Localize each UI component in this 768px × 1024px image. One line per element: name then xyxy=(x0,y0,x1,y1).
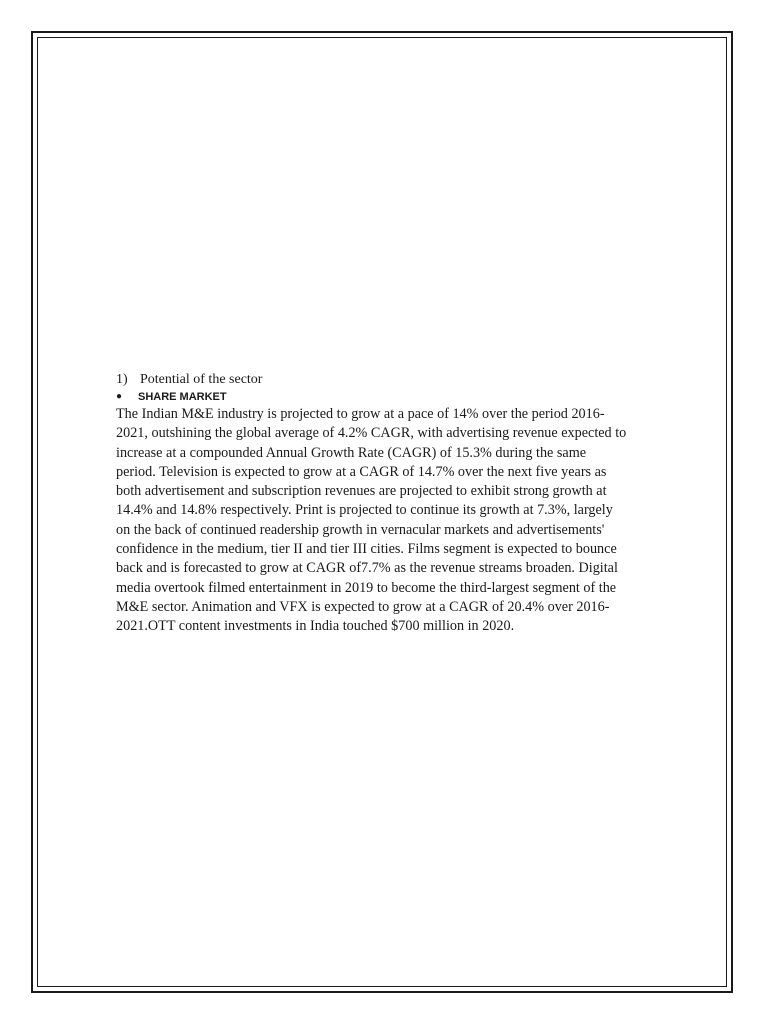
paragraph-line: on the back of continued readership growth in vernacular markets and advertisements' xyxy=(116,521,605,538)
paragraph-line: period. Television is expected to grow at a CAGR of 14.7% over the next five years as xyxy=(116,463,607,480)
paragraph-line: 2021.OTT content investments in India touched $700 million in 2020. xyxy=(116,618,515,635)
paragraph-line: confidence in the medium, tier II and tier III cities. Films segment is expected to bounce xyxy=(116,541,617,558)
paragraph-line: back and is forecasted to grow at CAGR of7.7% as the revenue streams broaden. Digital xyxy=(116,560,618,577)
paragraph-line: increase at a compounded Annual Growth Rate (CAGR) of 15.3% during the same xyxy=(116,444,587,461)
section-title: Potential of the sector xyxy=(140,372,263,387)
paragraph-line: M&E sector. Animation and VFX is expected to grow at a CAGR of 20.4% over 2016- xyxy=(116,598,610,615)
document-content xyxy=(116,370,676,637)
bullet-title: SHARE MARKET xyxy=(138,391,227,403)
section-number: 1) xyxy=(116,372,128,387)
paragraph-line: 14.4% and 14.8% respectively. Print is projected to continue its growth at 7.3%, largely xyxy=(116,502,613,519)
paragraph-line: media overtook filmed entertainment in 2019 to become the third-largest segment of the xyxy=(116,579,617,596)
paragraph-line: The Indian M&E industry is projected to grow at a pace of 14% over the period 2016- xyxy=(116,406,605,422)
bullet-icon: ● xyxy=(116,391,123,402)
section-heading xyxy=(116,370,676,389)
body-paragraph xyxy=(116,405,676,637)
bullet-heading xyxy=(116,389,676,405)
paragraph-line: 2021, outshining the global average of 4.2% CAGR, with advertising revenue expected to xyxy=(116,425,627,442)
paragraph-line: both advertisement and subscription revenues are projected to exhibit strong growth at xyxy=(116,483,607,500)
